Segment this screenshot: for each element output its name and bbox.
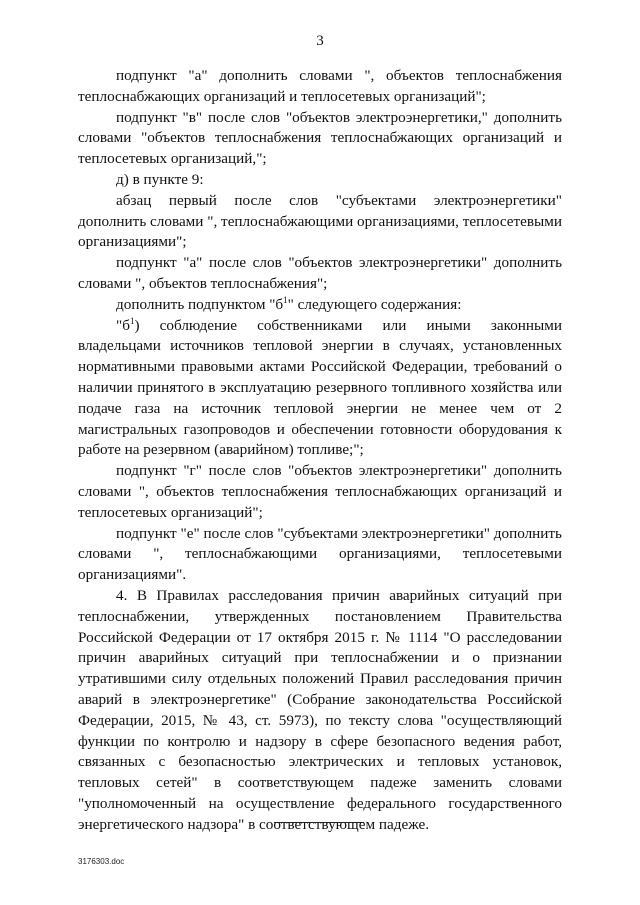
paragraph: д) в пункте 9: <box>116 170 204 188</box>
page-number: 3 <box>316 33 324 49</box>
text-fragment: ) соблюдение собственниками или иными законными владельцами источников тепловой энергии в случаях, установленных нормативными правовыми актами Российской Федерации, требований о наличии принятого в эксплуатацию резервного топливного хозяйства или подаче газа на источник тепловой энергии не менее чем от 2 магистральных газопроводов и обеспечении готовности оборудования к работе на резервном (аварийном) топливе;"; <box>78 316 562 459</box>
paragraph: подпункт "а" после слов "объектов электроэнергетики" дополнить словами ", объектов теплоснабжения"; <box>78 254 562 292</box>
paragraph-quote-subpoint <box>78 316 562 462</box>
paragraph: подпункт "г" после слов "объектов электроэнергетики" дополнить словами ", объектов теплоснабжения теплоснабжающих организаций и теплосетевых организаций"; <box>78 462 562 521</box>
paragraph: 4. В Правилах расследования причин аварийных ситуаций при теплоснабжении, утвержденных постановлением Правительства Российской Федерации от 17 октября 2015 г. № 1114 "О расследовании причин аварийных ситуаций при теплоснабжении и о признании утратившими силу отдельных положений Правил расследования причин аварий в электроэнергетике" (Собрание законодательства Российской Федерации, 2015, № 43, ст. 5973), по тексту слова "осуществляющий функции по контролю и надзору в сфере безопасного ведения работ, связанных с безопасностью электрических и тепловых установок, тепловых сетей" в соответствующем падеже заменить словами "уполномоченный на осуществление федерального государственного энергетического надзора" в соответствующем падеже. <box>78 586 562 833</box>
text-fragment: "б <box>116 316 130 334</box>
paragraph-add-subpoint <box>78 295 562 316</box>
superscript: 1 <box>283 294 288 305</box>
superscript: 1 <box>129 315 135 326</box>
footer-divider <box>274 822 364 823</box>
paragraph: подпункт "в" после слов "объектов электроэнергетики," дополнить словами "объектов теплоснабжения теплоснабжающих организаций и теплосетевых организаций,"; <box>78 108 562 168</box>
document-id: 3176303.doc <box>78 857 125 866</box>
paragraph: подпункт "а" дополнить словами ", объектов теплоснабжения теплоснабжающих организаций и теплосетевых организаций"; <box>78 67 562 105</box>
paragraph: подпункт "е" после слов "субъектами электроэнергетики" дополнить словами ", теплоснабжающими организациями, теплосетевыми организациями". <box>78 524 562 584</box>
paragraph: абзац первый после слов "субъектами электроэнергетики" дополнить словами ", теплоснабжающими организациями, теплосетевыми организациями"; <box>78 191 562 251</box>
document-body <box>78 66 562 835</box>
text-fragment: дополнить подпунктом "б <box>116 295 284 313</box>
text-fragment: " следующего содержания: <box>287 295 462 313</box>
